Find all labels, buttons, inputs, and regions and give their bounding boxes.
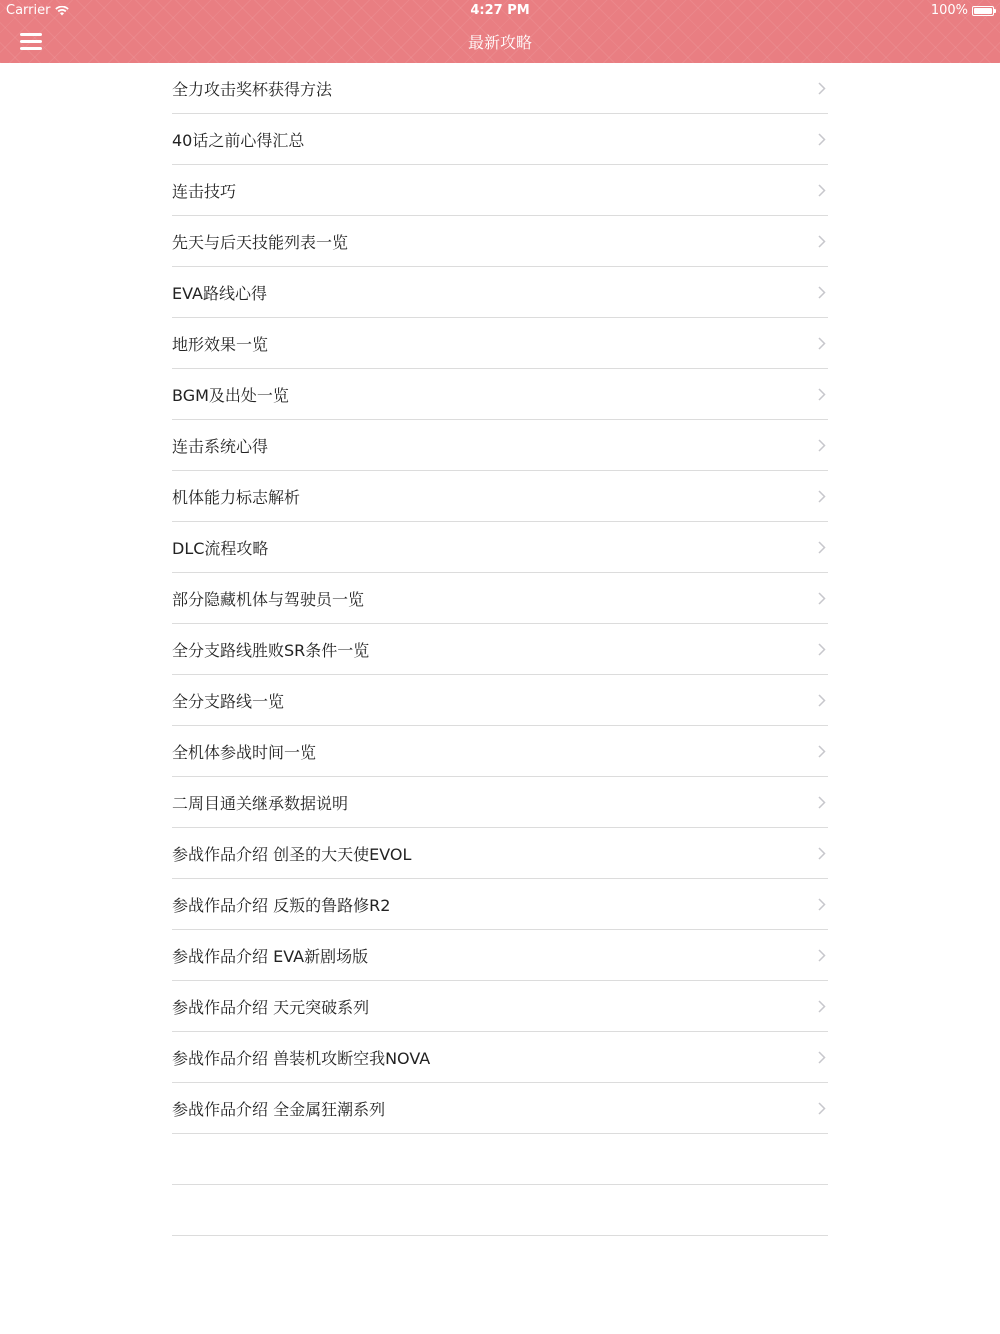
empty-row — [172, 1134, 828, 1185]
list-item-label: 全力攻击奖杯获得方法 — [172, 79, 333, 99]
list-item[interactable] — [172, 726, 828, 777]
chevron-right-icon — [818, 745, 826, 758]
chevron-right-icon — [818, 490, 826, 503]
list-item[interactable] — [172, 1083, 828, 1134]
chevron-right-icon — [818, 541, 826, 554]
list-item-label: 40话之前心得汇总 — [172, 130, 305, 150]
list-item[interactable] — [172, 624, 828, 675]
list-item-label: 机体能力标志解析 — [172, 487, 301, 507]
list-item[interactable] — [172, 522, 828, 573]
list-item-label: 地形效果一览 — [172, 334, 269, 354]
chevron-right-icon — [818, 235, 826, 248]
chevron-right-icon — [818, 337, 826, 350]
list-item-label: 参战作品介绍 EVA新剧场版 — [172, 946, 369, 966]
list-item[interactable] — [172, 675, 828, 726]
list-item[interactable] — [172, 267, 828, 318]
chevron-right-icon — [818, 1000, 826, 1013]
list-item-label: 参战作品介绍 反叛的鲁路修R2 — [172, 895, 391, 915]
header — [0, 0, 1000, 63]
list-item-label: 全分支路线一览 — [172, 691, 285, 711]
list-item[interactable] — [172, 63, 828, 114]
chevron-right-icon — [818, 1051, 826, 1064]
list-item-label: DLC流程攻略 — [172, 538, 269, 558]
chevron-right-icon — [818, 847, 826, 860]
guide-list — [172, 63, 828, 1236]
chevron-right-icon — [818, 388, 826, 401]
list-item[interactable] — [172, 777, 828, 828]
chevron-right-icon — [818, 949, 826, 962]
list-item[interactable] — [172, 930, 828, 981]
list-item[interactable] — [172, 216, 828, 267]
chevron-right-icon — [818, 439, 826, 452]
list-item-label: EVA路线心得 — [172, 283, 267, 303]
list-item-label: 参战作品介绍 兽装机攻断空我NOVA — [172, 1048, 431, 1068]
list-item-label: BGM及出处一览 — [172, 385, 289, 405]
chevron-right-icon — [818, 898, 826, 911]
chevron-right-icon — [818, 592, 826, 605]
list-item[interactable] — [172, 981, 828, 1032]
list-item[interactable] — [172, 165, 828, 216]
chevron-right-icon — [818, 82, 826, 95]
list-item[interactable] — [172, 828, 828, 879]
list-item-label: 全分支路线胜败SR条件一览 — [172, 640, 370, 660]
list-item[interactable] — [172, 471, 828, 522]
status-bar — [0, 0, 1000, 22]
list-item[interactable] — [172, 420, 828, 471]
battery-indicator — [931, 3, 994, 18]
list-item-label: 二周目通关继承数据说明 — [172, 793, 349, 813]
chevron-right-icon — [818, 1102, 826, 1115]
list-item[interactable] — [172, 114, 828, 165]
battery-percent: 100% — [930, 3, 968, 18]
list-item-label: 全机体参战时间一览 — [172, 742, 317, 762]
list-item-label: 部分隐藏机体与驾驶员一览 — [172, 589, 365, 609]
empty-row — [172, 1185, 828, 1236]
chevron-right-icon — [818, 796, 826, 809]
status-time: 4:27 PM — [470, 3, 530, 18]
list-item[interactable] — [172, 318, 828, 369]
list-item-label: 连击系统心得 — [172, 436, 269, 456]
page-title: 最新攻略 — [467, 33, 532, 52]
chevron-right-icon — [818, 643, 826, 656]
chevron-right-icon — [818, 286, 826, 299]
list-item-label: 参战作品介绍 全金属狂潮系列 — [172, 1099, 386, 1119]
list-item[interactable] — [172, 573, 828, 624]
list-item-label: 连击技巧 — [172, 181, 237, 201]
list-item-label: 参战作品介绍 天元突破系列 — [172, 997, 370, 1017]
chevron-right-icon — [818, 184, 826, 197]
list-item-label: 先天与后天技能列表一览 — [172, 232, 349, 252]
nav-bar — [0, 22, 1000, 63]
list-item-label: 参战作品介绍 创圣的大天使EVOL — [172, 844, 412, 864]
chevron-right-icon — [818, 133, 826, 146]
carrier-label: Carrier — [6, 3, 51, 18]
list-item[interactable] — [172, 369, 828, 420]
list-item[interactable] — [172, 879, 828, 930]
battery-icon — [972, 6, 994, 16]
chevron-right-icon — [818, 694, 826, 707]
list-item[interactable] — [172, 1032, 828, 1083]
